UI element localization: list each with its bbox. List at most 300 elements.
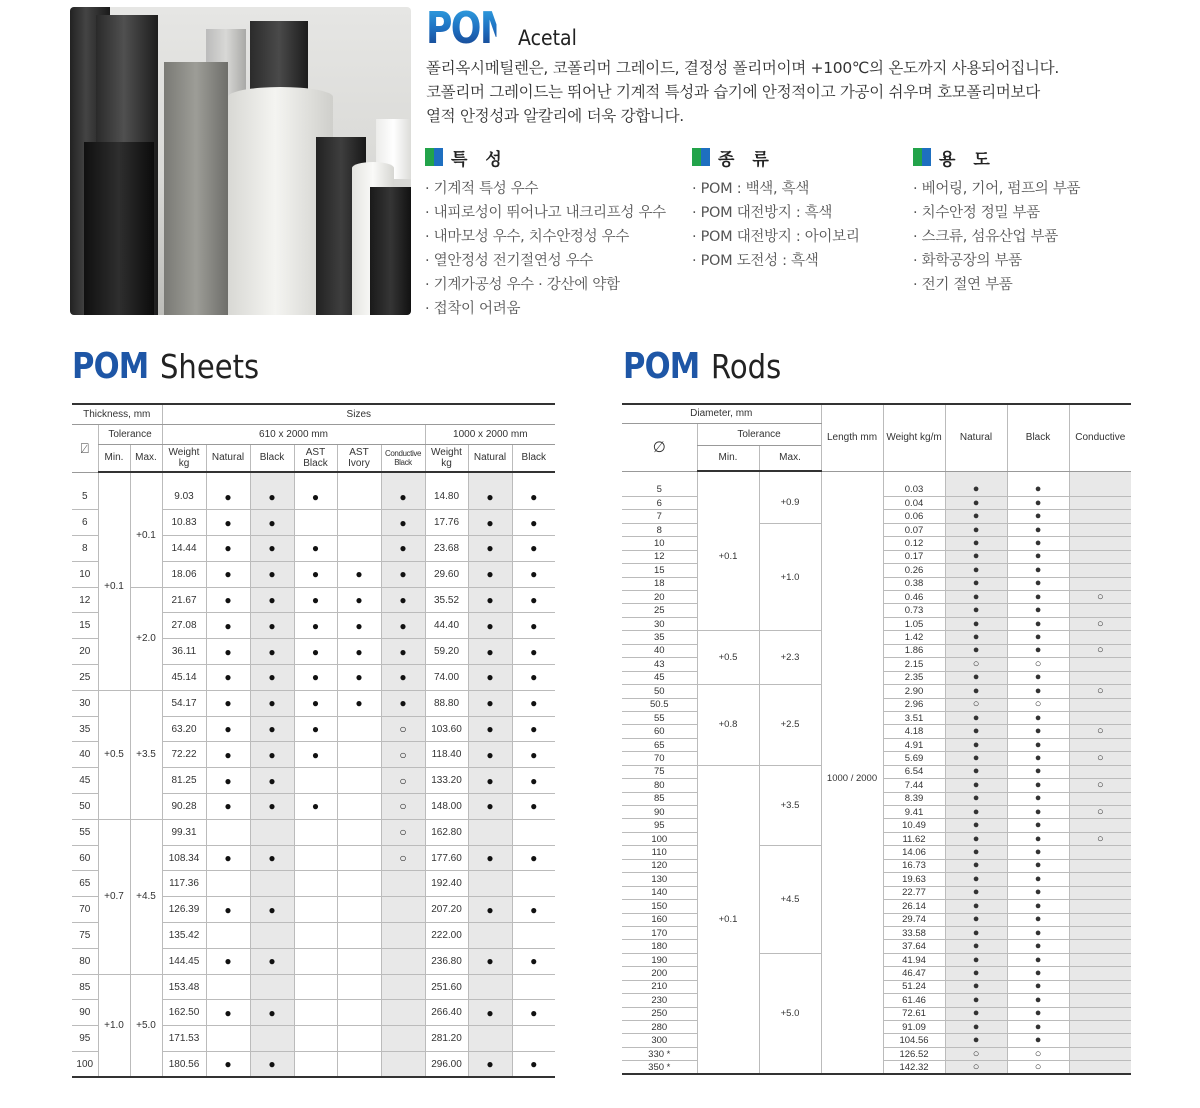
thickness-cell: 8: [72, 536, 98, 562]
weight-cell: 36.11: [162, 639, 206, 665]
bullet-square-icon: [425, 148, 443, 166]
weight-b-cell: 133.20: [425, 768, 468, 794]
weight-cell: 171.53: [162, 1026, 206, 1052]
ast-black-cell: ●: [294, 690, 337, 716]
conductive-cell: [1069, 967, 1131, 980]
thickness-cell: 50: [72, 794, 98, 820]
weight-cell: 11.62: [883, 832, 945, 845]
ast-ivory-cell: [337, 871, 381, 897]
ast-ivory-cell: [337, 510, 381, 536]
natural-cell: ●: [206, 1052, 250, 1078]
black-b-cell: ●: [512, 845, 555, 871]
weight-cell: 14.44: [162, 536, 206, 562]
black-cell: ●: [1007, 631, 1069, 644]
weight-b-cell: 35.52: [425, 587, 468, 613]
conductive-black-cell: ○: [381, 845, 425, 871]
table-row: [72, 690, 555, 716]
conductive-black-cell: ○: [381, 794, 425, 820]
feature-list: [425, 177, 666, 321]
weight-cell: 2.96: [883, 698, 945, 711]
conductive-black-cell: ○: [381, 819, 425, 845]
gap-cell: [622, 471, 697, 483]
table-row: [72, 484, 555, 510]
conductive-cell: [1069, 711, 1131, 724]
weight-header: Weight kg/m: [883, 404, 945, 471]
conductive-black-cell: [381, 1026, 425, 1052]
gap-cell: [98, 472, 130, 484]
thickness-cell: 40: [72, 742, 98, 768]
ast-black-cell: ●: [294, 716, 337, 742]
conductive-cell: [1069, 980, 1131, 993]
natural-cell: ●: [206, 510, 250, 536]
ast-ivory-cell: [337, 845, 381, 871]
natural-cell: ●: [206, 613, 250, 639]
natural-b-cell: ●: [468, 897, 512, 923]
diameter-cell: 210: [622, 980, 697, 993]
ast-ivory-cell: ●: [337, 613, 381, 639]
weight-b-cell: 296.00: [425, 1052, 468, 1078]
diameter-cell: 180: [622, 940, 697, 953]
weight-cell: 41.94: [883, 953, 945, 966]
weight-cell: 0.06: [883, 510, 945, 523]
black-b-header: Black: [512, 444, 555, 472]
tolerance-max-cell: +3.5: [759, 765, 821, 846]
tolerance-min-cell: +0.1: [697, 483, 759, 631]
weight-cell: 0.03: [883, 483, 945, 496]
black-cell: ●: [1007, 1007, 1069, 1020]
tolerance-max-cell: +0.1: [130, 484, 162, 587]
diameter-cell: 6: [622, 496, 697, 509]
weight-cell: 72.22: [162, 742, 206, 768]
natural-cell: ●: [206, 897, 250, 923]
black-cell: [250, 1026, 294, 1052]
feature-item: · POM 대전방지 : 아이보리: [692, 229, 860, 245]
thickness-cell: 55: [72, 819, 98, 845]
black-b-cell: ●: [512, 794, 555, 820]
diameter-cell: 75: [622, 765, 697, 778]
weight-cell: 18.06: [162, 561, 206, 587]
gap-cell: [425, 472, 468, 484]
natural-b-header: Natural: [468, 444, 512, 472]
black-cell: ●: [250, 845, 294, 871]
min-header: Min.: [697, 445, 759, 471]
weight-cell: 7.44: [883, 779, 945, 792]
thickness-cell: 30: [72, 690, 98, 716]
tolerance-max-cell: +1.0: [759, 523, 821, 631]
thickness-cell: 80: [72, 948, 98, 974]
black-cell: ●: [1007, 523, 1069, 536]
thickness-cell: 5: [72, 484, 98, 510]
size-a-header: 610 x 2000 mm: [162, 424, 425, 444]
weight-cell: 4.18: [883, 725, 945, 738]
natural-cell: ●: [945, 483, 1007, 496]
tolerance-min-cell: +0.5: [98, 690, 130, 819]
natural-cell: ●: [945, 577, 1007, 590]
black-cell: ●: [250, 742, 294, 768]
thickness-cell: 35: [72, 716, 98, 742]
conductive-black-cell: ○: [381, 768, 425, 794]
black-cell: ●: [1007, 1021, 1069, 1034]
natural-b-cell: ●: [468, 536, 512, 562]
feature-title: 용 도: [939, 149, 996, 170]
black-cell: ●: [1007, 792, 1069, 805]
black-b-cell: [512, 819, 555, 845]
feature-item: · POM : 백색, 흑색: [692, 181, 810, 197]
natural-cell: ●: [945, 779, 1007, 792]
black-cell: ●: [1007, 537, 1069, 550]
thickness-cell: 60: [72, 845, 98, 871]
natural-b-cell: ●: [468, 587, 512, 613]
sheets-table: [72, 403, 555, 1078]
natural-b-cell: ●: [468, 639, 512, 665]
gap-cell: [206, 472, 250, 484]
feature-heading: [425, 145, 666, 169]
weight-b-cell: 281.20: [425, 1026, 468, 1052]
weight-cell: 104.56: [883, 1034, 945, 1047]
natural-cell: ●: [945, 940, 1007, 953]
natural-cell: ●: [945, 873, 1007, 886]
black-cell: ●: [1007, 685, 1069, 698]
weight-b-cell: 118.40: [425, 742, 468, 768]
conductive-cell: ○: [1069, 617, 1131, 630]
black-b-cell: ●: [512, 665, 555, 691]
weight-cell: 2.90: [883, 685, 945, 698]
black-b-cell: ●: [512, 690, 555, 716]
black-cell: ●: [1007, 953, 1069, 966]
brand-name: POM: [426, 3, 515, 54]
natural-cell: [206, 819, 250, 845]
conductive-black-cell: ●: [381, 561, 425, 587]
conductive-cell: [1069, 1034, 1131, 1047]
black-cell: ●: [250, 587, 294, 613]
weight-cell: 180.56: [162, 1052, 206, 1078]
feature-item: · 내마모성 우수, 치수안정성 우수: [425, 229, 630, 245]
black-cell: ○: [1007, 1047, 1069, 1060]
conductive-cell: [1069, 631, 1131, 644]
black-b-cell: ●: [512, 484, 555, 510]
thickness-cell: 90: [72, 1000, 98, 1026]
size-b-header: 1000 x 2000 mm: [425, 424, 555, 444]
conductive-cell: [1069, 523, 1131, 536]
rods-table: [622, 403, 1131, 1075]
diameter-cell: 65: [622, 738, 697, 751]
ast-black-cell: [294, 948, 337, 974]
diameter-cell: 190: [622, 953, 697, 966]
weight-cell: 9.41: [883, 806, 945, 819]
natural-cell: ●: [945, 617, 1007, 630]
black-b-cell: ●: [512, 897, 555, 923]
rods-title-rest: Rods: [710, 347, 782, 386]
black-cell: ●: [1007, 765, 1069, 778]
feature-item: · 전기 절연 부품: [913, 277, 1013, 293]
weight-cell: 6.54: [883, 765, 945, 778]
tolerance-max-cell: +2.5: [759, 685, 821, 766]
natural-cell: ●: [945, 564, 1007, 577]
black-cell: ●: [1007, 886, 1069, 899]
black-cell: ●: [250, 897, 294, 923]
weight-cell: 9.03: [162, 484, 206, 510]
black-b-cell: [512, 871, 555, 897]
weight-cell: 153.48: [162, 974, 206, 1000]
weight-b-cell: 103.60: [425, 716, 468, 742]
black-cell: ●: [1007, 873, 1069, 886]
weight-cell: 0.07: [883, 523, 945, 536]
natural-cell: ●: [945, 900, 1007, 913]
feature-list: [692, 177, 860, 273]
natural-b-cell: ●: [468, 613, 512, 639]
black-cell: ●: [1007, 980, 1069, 993]
natural-cell: ●: [945, 537, 1007, 550]
conductive-cell: ○: [1069, 591, 1131, 604]
ast-black-cell: ●: [294, 742, 337, 768]
weight-cell: 1.05: [883, 617, 945, 630]
gap-cell: [72, 472, 98, 484]
natural-cell: ●: [945, 604, 1007, 617]
feature-block-types: [692, 145, 860, 273]
natural-cell: ●: [206, 948, 250, 974]
natural-cell: ●: [945, 806, 1007, 819]
natural-b-cell: [468, 1026, 512, 1052]
ast-ivory-cell: ●: [337, 587, 381, 613]
ast-ivory-cell: [337, 536, 381, 562]
weight-cell: 5.69: [883, 752, 945, 765]
natural-cell: ●: [945, 967, 1007, 980]
black-cell: ○: [1007, 658, 1069, 671]
weight-cell: 142.32: [883, 1061, 945, 1074]
intro-line: 코폴리머 그레이드는 뛰어난 기계적 특성과 습기에 안정적이고 가공이 쉬우며 호모폴리머보다: [426, 83, 1040, 101]
natural-b-cell: ●: [468, 1052, 512, 1078]
feature-item: · 기계적 특성 우수: [425, 181, 539, 197]
weight-cell: 63.20: [162, 716, 206, 742]
weight-cell: 45.14: [162, 665, 206, 691]
black-cell: ●: [250, 1052, 294, 1078]
feature-item: · POM 대전방지 : 흑색: [692, 205, 833, 221]
diameter-cell: 5: [622, 483, 697, 496]
natural-header: Natural: [206, 444, 250, 472]
product-title: [426, 3, 583, 54]
conductive-black-cell: [381, 897, 425, 923]
ast-black-cell: [294, 1052, 337, 1078]
ast-black-cell: ●: [294, 665, 337, 691]
thickness-cell: 12: [72, 587, 98, 613]
gap-cell: [945, 471, 1007, 483]
natural-cell: ●: [945, 792, 1007, 805]
gap-cell: [294, 472, 337, 484]
black-cell: ○: [1007, 698, 1069, 711]
black-b-cell: ●: [512, 716, 555, 742]
conductive-cell: [1069, 846, 1131, 859]
weight-b-header: Weight kg: [425, 444, 468, 472]
black-b-cell: ●: [512, 948, 555, 974]
natural-cell: ●: [945, 913, 1007, 926]
natural-cell: ●: [206, 716, 250, 742]
conductive-cell: [1069, 496, 1131, 509]
sheets-title-rest: Sheets: [159, 347, 259, 386]
conductive-cell: [1069, 604, 1131, 617]
weight-cell: 19.63: [883, 873, 945, 886]
black-cell: ●: [1007, 859, 1069, 872]
tolerance-min-cell: +0.8: [697, 685, 759, 766]
diameter-cell: 160: [622, 913, 697, 926]
diameter-cell: 10: [622, 537, 697, 550]
tolerance-min-cell: +0.7: [98, 819, 130, 974]
feature-item: · 치수안정 정밀 부품: [913, 205, 1040, 221]
conductive-cell: [1069, 953, 1131, 966]
sheets-title-bold: POM: [72, 346, 149, 387]
natural-cell: ●: [206, 639, 250, 665]
conductive-cell: [1069, 510, 1131, 523]
diameter-header: Diameter, mm: [622, 404, 821, 423]
rods-title-bold: POM: [623, 346, 700, 387]
weight-cell: 0.26: [883, 564, 945, 577]
natural-cell: ●: [206, 665, 250, 691]
diameter-cell: 12: [622, 550, 697, 563]
conductive-cell: ○: [1069, 725, 1131, 738]
feature-item: · 열안정성 전기절연성 우수: [425, 253, 594, 269]
max-header: Max.: [759, 445, 821, 471]
conductive-cell: [1069, 792, 1131, 805]
ast-ivory-cell: [337, 923, 381, 949]
weight-cell: 90.28: [162, 794, 206, 820]
conductive-cell: ○: [1069, 644, 1131, 657]
weight-b-cell: 148.00: [425, 794, 468, 820]
table-row: [72, 974, 555, 1000]
weight-b-cell: 23.68: [425, 536, 468, 562]
natural-b-cell: ●: [468, 948, 512, 974]
weight-b-cell: 251.60: [425, 974, 468, 1000]
natural-b-cell: ●: [468, 742, 512, 768]
natural-cell: ●: [945, 631, 1007, 644]
ast-ivory-cell: [337, 948, 381, 974]
diameter-cell: 7: [622, 510, 697, 523]
diameter-cell: 70: [622, 752, 697, 765]
diameter-cell: 250: [622, 1007, 697, 1020]
black-cell: ●: [1007, 926, 1069, 939]
weight-cell: 126.39: [162, 897, 206, 923]
ast-black-cell: ●: [294, 561, 337, 587]
weight-cell: 54.17: [162, 690, 206, 716]
conductive-header: Conductive: [1069, 404, 1131, 471]
black-cell: ●: [1007, 483, 1069, 496]
conductive-cell: [1069, 1021, 1131, 1034]
feature-item: · 스크류, 섬유산업 부품: [913, 229, 1058, 245]
feature-block-uses: [913, 145, 1080, 297]
thickness-cell: 25: [72, 665, 98, 691]
ast-ivory-cell: [337, 484, 381, 510]
natural-cell: ●: [945, 1034, 1007, 1047]
weight-cell: 81.25: [162, 768, 206, 794]
thickness-cell: 15: [72, 613, 98, 639]
ast-black-cell: ●: [294, 794, 337, 820]
weight-cell: 51.24: [883, 980, 945, 993]
thickness-cell: 75: [72, 923, 98, 949]
black-b-cell: ●: [512, 1000, 555, 1026]
diameter-cell: 40: [622, 644, 697, 657]
conductive-cell: ○: [1069, 685, 1131, 698]
gap-cell: [821, 471, 883, 483]
conductive-black-cell: [381, 1052, 425, 1078]
black-cell: ●: [250, 1000, 294, 1026]
tolerance-max-cell: +3.5: [130, 690, 162, 819]
weight-cell: 37.64: [883, 940, 945, 953]
ast-ivory-cell: [337, 716, 381, 742]
natural-cell: ●: [945, 510, 1007, 523]
natural-b-cell: [468, 871, 512, 897]
black-cell: ●: [250, 690, 294, 716]
ast-black-cell: ●: [294, 587, 337, 613]
natural-cell: [206, 923, 250, 949]
natural-cell: ●: [945, 886, 1007, 899]
intro-line: 열적 안정성과 알칼리에 더욱 강합니다.: [426, 107, 684, 125]
ast-ivory-cell: ●: [337, 639, 381, 665]
diameter-cell: 50.5: [622, 698, 697, 711]
natural-cell: ○: [945, 1061, 1007, 1074]
black-cell: ●: [1007, 550, 1069, 563]
conductive-black-header: Conductive Black: [381, 444, 425, 472]
weight-cell: 135.42: [162, 923, 206, 949]
natural-cell: ●: [945, 550, 1007, 563]
conductive-cell: [1069, 738, 1131, 751]
black-cell: ●: [1007, 671, 1069, 684]
weight-b-cell: 222.00: [425, 923, 468, 949]
black-cell: ●: [250, 561, 294, 587]
tolerance-max-cell: +2.0: [130, 587, 162, 690]
ast-ivory-cell: [337, 974, 381, 1000]
ast-black-header: AST Black: [294, 444, 337, 472]
natural-cell: ○: [945, 658, 1007, 671]
ast-ivory-cell: [337, 819, 381, 845]
diameter-cell: 95: [622, 819, 697, 832]
black-cell: [250, 974, 294, 1000]
weight-cell: 10.49: [883, 819, 945, 832]
weight-cell: 1.42: [883, 631, 945, 644]
natural-cell: ●: [206, 845, 250, 871]
conductive-cell: [1069, 886, 1131, 899]
conductive-cell: [1069, 819, 1131, 832]
black-cell: [250, 819, 294, 845]
weight-b-cell: 177.60: [425, 845, 468, 871]
natural-b-cell: ●: [468, 561, 512, 587]
weight-b-cell: 88.80: [425, 690, 468, 716]
natural-cell: [206, 974, 250, 1000]
black-cell: ●: [1007, 967, 1069, 980]
diameter-cell: 350 *: [648, 1061, 671, 1073]
tolerance-header: Tolerance: [697, 423, 821, 445]
natural-cell: ○: [945, 1047, 1007, 1060]
natural-cell: ●: [206, 690, 250, 716]
black-cell: ●: [1007, 940, 1069, 953]
weight-cell: 26.14: [883, 900, 945, 913]
diameter-cell: 280: [622, 1021, 697, 1034]
gap-cell: [130, 472, 162, 484]
black-b-cell: [512, 1026, 555, 1052]
natural-cell: ●: [945, 523, 1007, 536]
natural-cell: ●: [945, 738, 1007, 751]
conductive-black-cell: [381, 923, 425, 949]
weight-cell: 99.31: [162, 819, 206, 845]
conductive-cell: [1069, 658, 1131, 671]
diameter-cell: 55: [622, 711, 697, 724]
conductive-black-cell: ●: [381, 690, 425, 716]
thickness-cell: 45: [72, 768, 98, 794]
diameter-cell: 80: [622, 779, 697, 792]
sizes-header: Sizes: [162, 404, 555, 424]
conductive-black-cell: [381, 974, 425, 1000]
natural-cell: ●: [945, 671, 1007, 684]
diameter-cell: 20: [622, 591, 697, 604]
natural-b-cell: ●: [468, 845, 512, 871]
weight-b-cell: 29.60: [425, 561, 468, 587]
